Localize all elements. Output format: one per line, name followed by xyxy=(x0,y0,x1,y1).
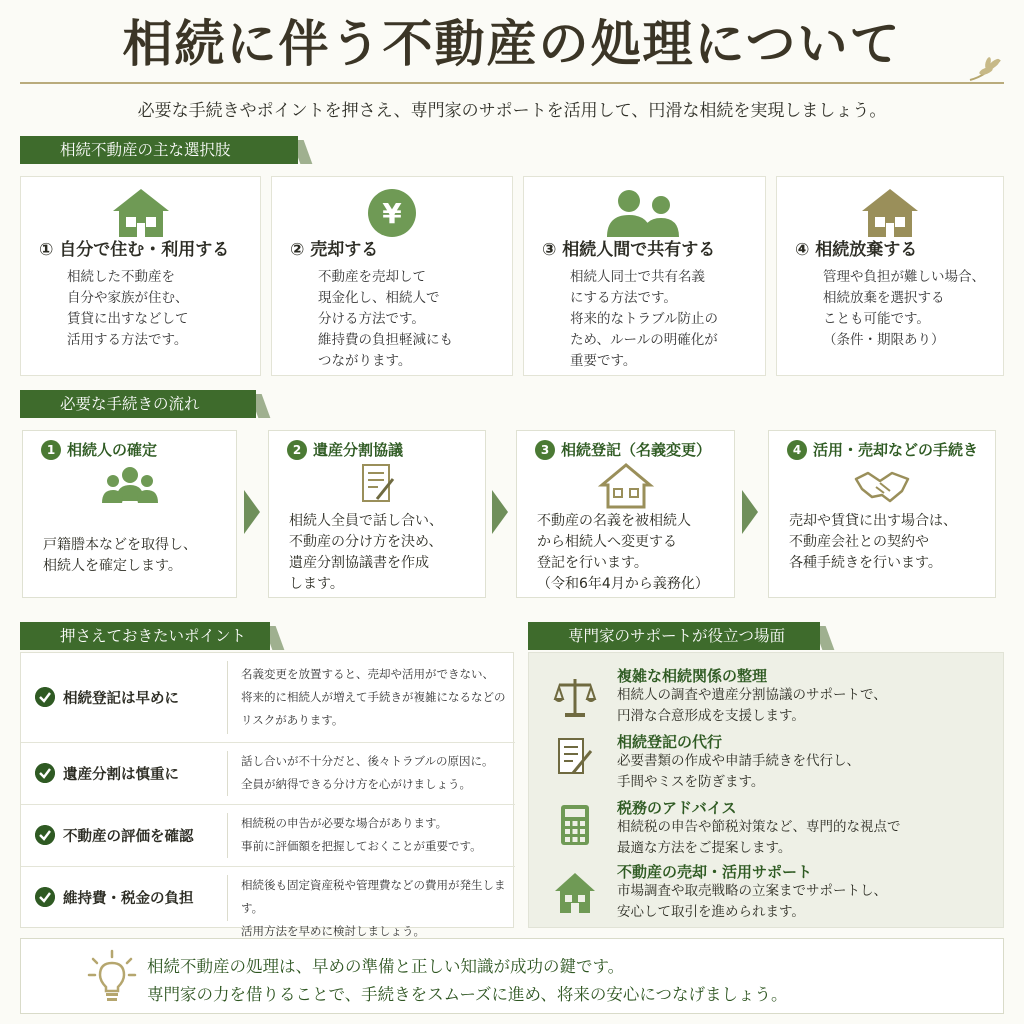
two-people-icon xyxy=(605,187,685,239)
point-description: 相続税の申告が必要な場合があります。 事前に評価額を把握しておくことが重要です。 xyxy=(241,816,482,853)
point-label: 維持費・税金の負担 xyxy=(63,891,194,907)
option-card-share xyxy=(523,176,766,376)
arrow-right-icon xyxy=(742,490,758,534)
divider xyxy=(227,875,228,921)
calculator-icon xyxy=(553,803,597,847)
expert-title: 相続登記の代行 xyxy=(617,733,723,751)
point-description: 話し合いが不十分だと、後々トラブルの原因に。 全員が納得できる分け方を心がけましょう。 xyxy=(241,754,494,791)
option-text: 相続人同士で共有名義 にする方法です。 将来的なトラブル防止の ため、ルールの明確化が 重要です。 xyxy=(570,269,718,369)
point-description: 名義変更を放置すると、売却や活用ができない、 将来的に相続人が増えて手続きが複雑になるなどの リスクがあります。 xyxy=(241,667,506,727)
option-text: 不動産を売却して 現金化し、相続人で 分ける方法です。 維持費の負担軽減にも つながります。 xyxy=(318,269,453,369)
flow-step-text: 売却や賃貸に出す場合は、 不動産会社との契約や 各種手続きを行います。 xyxy=(789,513,957,571)
footer-line-2: 専門家の力を借りることで、手続きをスムーズに進め、将来の安心につなげましょう。 xyxy=(147,985,788,1004)
points-panel xyxy=(20,652,514,938)
expert-item xyxy=(529,665,1005,729)
expert-title: 不動産の売却・活用サポート xyxy=(617,863,813,881)
flow-step-label: 相続登記（名義変更） xyxy=(561,441,712,459)
point-row xyxy=(21,653,515,743)
arrow-right-icon xyxy=(244,490,260,534)
flow-step-title xyxy=(287,439,481,460)
group-icon xyxy=(100,461,160,511)
flow-step-label: 遺産分割協議 xyxy=(313,441,404,459)
flow-step-title xyxy=(535,439,730,460)
flow-step-text: 相続人全員で話し合い、 不動産の分け方を決め、 遺産分割協議書を作成 します。 xyxy=(289,513,443,592)
step-number: 1 xyxy=(41,440,61,460)
document-pen-icon xyxy=(553,735,597,779)
house-icon xyxy=(553,871,597,915)
flow-step-3 xyxy=(516,430,735,598)
section-heading-options: 相続不動産の主な選択肢 xyxy=(20,136,298,164)
flow-step-4 xyxy=(768,430,996,598)
check-circle-icon xyxy=(35,887,55,907)
step-number: 4 xyxy=(787,440,807,460)
flow-step-label: 相続人の確定 xyxy=(67,441,158,459)
svg-text:¥: ¥ xyxy=(382,197,402,230)
experts-panel xyxy=(528,652,1004,928)
lightbulb-icon xyxy=(87,949,137,1005)
footer-line-1: 相続不動産の処理は、早めの準備と正しい知識が成功の鍵です。 xyxy=(147,957,625,976)
divider xyxy=(227,661,228,734)
scales-icon xyxy=(553,675,597,719)
section-heading-experts: 専門家のサポートが役立つ場面 xyxy=(528,622,820,650)
option-title: ③ 相続人間で共有する xyxy=(542,240,716,260)
check-circle-icon xyxy=(35,825,55,845)
expert-item xyxy=(529,797,1005,861)
house-icon xyxy=(858,187,922,239)
expert-text: 必要書類の作成や申請手続きを代行し、 手間やミスを防ぎます。 xyxy=(617,753,860,790)
flow-step-text: 戸籍謄本などを取得し、 相続人を確定します。 xyxy=(43,537,197,574)
option-text: 相続した不動産を 自分や家族が住む、 賃貸に出すなどして 活用する方法です。 xyxy=(67,269,189,348)
flow-step-text: 不動産の名義を被相続人 から相続人へ変更する 登記を行います。 （令和6年4月から義務化） xyxy=(537,513,709,592)
house-outline-icon xyxy=(596,461,656,511)
arrow-right-icon xyxy=(492,490,508,534)
title-divider xyxy=(20,82,1004,84)
divider xyxy=(227,813,228,858)
handshake-icon xyxy=(852,461,912,511)
point-label: 遺産分割は慎重に xyxy=(63,767,179,783)
flow-step-2 xyxy=(268,430,486,598)
expert-text: 相続税の申告や節税対策など、専門的な視点で 最適な方法をご提案します。 xyxy=(617,819,901,856)
yen-coin-icon xyxy=(360,187,424,239)
check-circle-icon xyxy=(35,687,55,707)
point-label: 不動産の評価を確認 xyxy=(63,829,194,845)
house-icon xyxy=(109,187,173,239)
expert-title: 複雑な相続関係の整理 xyxy=(617,667,768,685)
option-card-use xyxy=(20,176,261,376)
point-row xyxy=(21,867,515,938)
section-heading-points: 押さえておきたいポイント xyxy=(20,622,270,650)
flow-step-title xyxy=(787,439,991,460)
point-description: 相続後も固定資産税や管理費などの費用が発生します。 活用方法を早めに検討しましょう。 xyxy=(241,878,506,938)
point-row xyxy=(21,743,515,805)
section-heading-flow: 必要な手続きの流れ xyxy=(20,390,256,418)
option-card-renounce xyxy=(776,176,1004,376)
page-subtitle: 必要な手続きやポイントを押さえ、専門家のサポートを活用して、円滑な相続を実現しましょう。 xyxy=(137,101,887,121)
footer-note xyxy=(20,938,1004,1014)
expert-item xyxy=(529,731,1005,795)
point-row xyxy=(21,805,515,867)
page-title: 相続に伴う不動産の処理について xyxy=(122,14,902,73)
leaf-icon xyxy=(966,54,1006,84)
flow-step-title xyxy=(41,439,232,460)
step-number: 2 xyxy=(287,440,307,460)
expert-item xyxy=(529,861,1005,925)
flow-step-label: 活用・売却などの手続き xyxy=(813,441,979,459)
option-text: 管理や負担が難しい場合、 相続放棄を選択する ことも可能です。 （条件・期限あり） xyxy=(823,269,985,348)
expert-title: 税務のアドバイス xyxy=(617,799,737,817)
option-card-sell xyxy=(271,176,513,376)
divider xyxy=(227,751,228,796)
expert-text: 市場調査や取売戦略の立案までサポートし、 安心して取引を進められます。 xyxy=(617,883,887,920)
option-title: ④ 相続放棄する xyxy=(795,240,918,260)
expert-text: 相続人の調査や遺産分割協議のサポートで、 円滑な合意形成を支援します。 xyxy=(617,687,887,724)
option-title: ① 自分で住む・利用する xyxy=(39,240,230,260)
document-pen-icon xyxy=(347,461,407,511)
option-title: ② 売却する xyxy=(290,240,379,260)
point-label: 相続登記は早めに xyxy=(63,691,179,707)
flow-step-1 xyxy=(22,430,237,598)
check-circle-icon xyxy=(35,763,55,783)
step-number: 3 xyxy=(535,440,555,460)
